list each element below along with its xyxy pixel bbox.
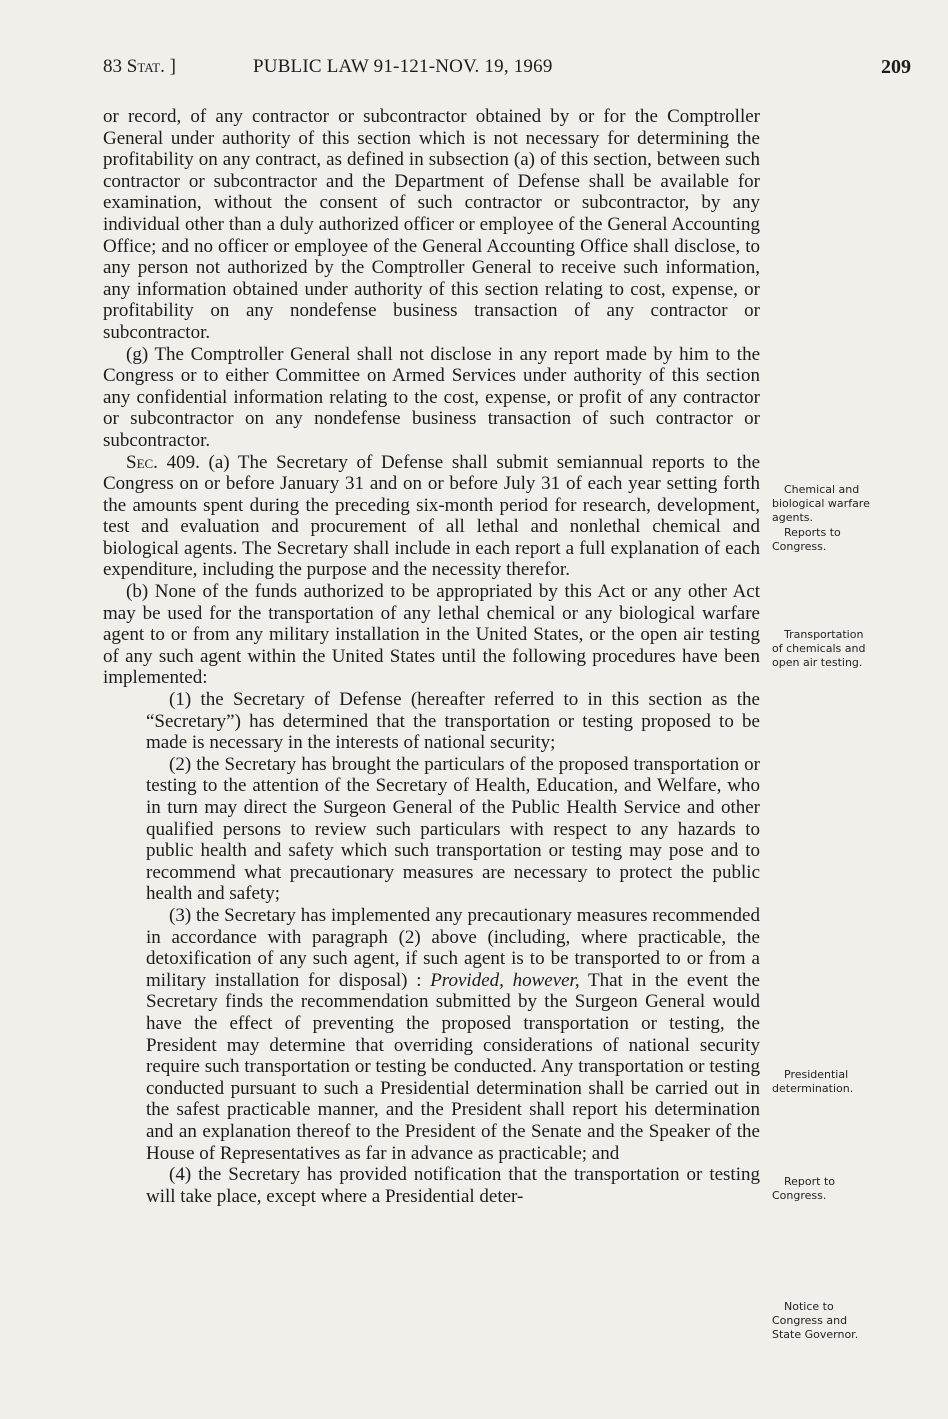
margin-note-presidential-determination: [772, 1068, 932, 1096]
item-3-text-a: (3) the Secretary has implemented any precautionary measures recommended in accordance with paragraph (2) above (including, where practicable, the detoxification of any such agent, if such agent is to be transported to or from a military installation for disposal) :: [146, 904, 760, 991]
note-line: Report to: [784, 1175, 836, 1188]
margin-note-reports-to-congress: [772, 526, 932, 554]
provided-however: Provided, however,: [430, 969, 580, 991]
margin-note-notice: [772, 1300, 932, 1342]
item-1: (1) the Secretary of Defense (hereafter referred to in this section as the “Secretary”) has determined that the transportation or testing proposed to be made is necessary in the interests of national security;: [146, 689, 760, 754]
margin-note-report-to-congress: [772, 1175, 932, 1203]
section-label: Sec. 409.: [126, 451, 200, 473]
law-title: PUBLIC LAW 91-121-NOV. 19, 1969: [253, 56, 553, 77]
section-409-a: [103, 452, 760, 582]
note-line: Congress and: [772, 1314, 848, 1327]
section-409-a-text: (a) The Secretary of Defense shall submit semiannual reports to the Congress on or before January 31 and on or before July 31 of each year setting forth the amounts spent during the preceding six-month period for research, development, test and evaluation and procurement of all lethal and nonlethal chemical and biological agents. The Secretary shall include in each report a full explanation of each expenditure, including the purpose and the necessity therefor.: [103, 451, 761, 581]
note-line: Reports to: [784, 526, 841, 539]
paragraph-continuation: or record, of any contractor or subcontractor obtained by or for the Comptroller General under authority of this section which is not necessary for determining the profitability on any contract, as defined in subsection (a) of this section, between such contractor or subcontractor and the Department of Defense shall be available for examination, without the consent of such contractor or subcontractor, by any individual other than a duly authorized officer or employee of the General Accounting Office; and no officer or employee of the General Accounting Office shall disclose, to any person not authorized by the Comptroller General to receive such information, any information obtained under authority of this section relating to cost, expense, or profitability on any nondefense business transaction of any contractor or subcontractor.: [103, 106, 760, 343]
note-line: agents.: [772, 511, 814, 524]
note-line: Congress.: [772, 1189, 827, 1202]
margin-note-transportation: [772, 628, 932, 670]
paragraph-b: (b) None of the funds authorized to be appropriated by this Act or any other Act may be used for the transportation of any lethal chemical or any biological warfare agent to or from any military installation in the United States, or the open air testing of any such agent within the United States until the following procedures have been implemented:: [103, 581, 760, 689]
paragraph-g: (g) The Comptroller General shall not disclose in any report made by him to the Congress or to either Committee on Armed Services under authority of this section any confidential information relating to the cost, expense, or profit of any contractor or subcontractor on any nondefense business transaction of such contractor or subcontractor.: [103, 343, 760, 451]
note-line: Presidential: [784, 1068, 849, 1081]
law-text: [103, 106, 760, 1207]
item-3-text-b: That in the event the Secretary finds the recommendation submitted by the Surgeon General would have the effect of preventing the proposed transportation or testing, the President may determine that overriding considerations of national security require such transportation or testing be conducted. Any transportation or testing conducted pursuant to such a Presidential determination shall be carried out in the safest practicable manner, and the President shall report his determination and an explanation thereof to the President of the Senate and the Speaker of the House of Representatives as far in advance as practicable; and: [146, 969, 760, 1164]
note-line: Transportation: [784, 628, 864, 641]
note-line: Chemical and: [784, 483, 860, 496]
note-line: State Governor.: [772, 1328, 859, 1341]
item-4: (4) the Secretary has provided notification that the transportation or testing will take place, except where a Presidential deter-: [146, 1164, 760, 1207]
page-header: [103, 56, 911, 84]
note-line: Congress.: [772, 540, 827, 553]
note-line: Notice to: [784, 1300, 834, 1313]
item-2: (2) the Secretary has brought the particulars of the proposed transportation or testing to the attention of the Secretary of Health, Education, and Welfare, who in turn may direct the Surgeon General of the Public Health Service and other qualified persons to review such particulars with respect to any hazards to public health and safety which such transportation or testing may pose and to recommend what precautionary measures are necessary to protect the public health and safety;: [146, 753, 760, 905]
margin-note-chemical-agents: [772, 483, 932, 525]
note-line: biological warfare: [772, 497, 870, 510]
note-line: open air testing.: [772, 656, 863, 669]
note-line: determination.: [772, 1082, 854, 1095]
item-3: [146, 905, 760, 1164]
note-line: of chemicals and: [772, 642, 866, 655]
page-number: 209: [881, 56, 911, 78]
statute-volume: 83 Stat. ]: [103, 56, 176, 77]
